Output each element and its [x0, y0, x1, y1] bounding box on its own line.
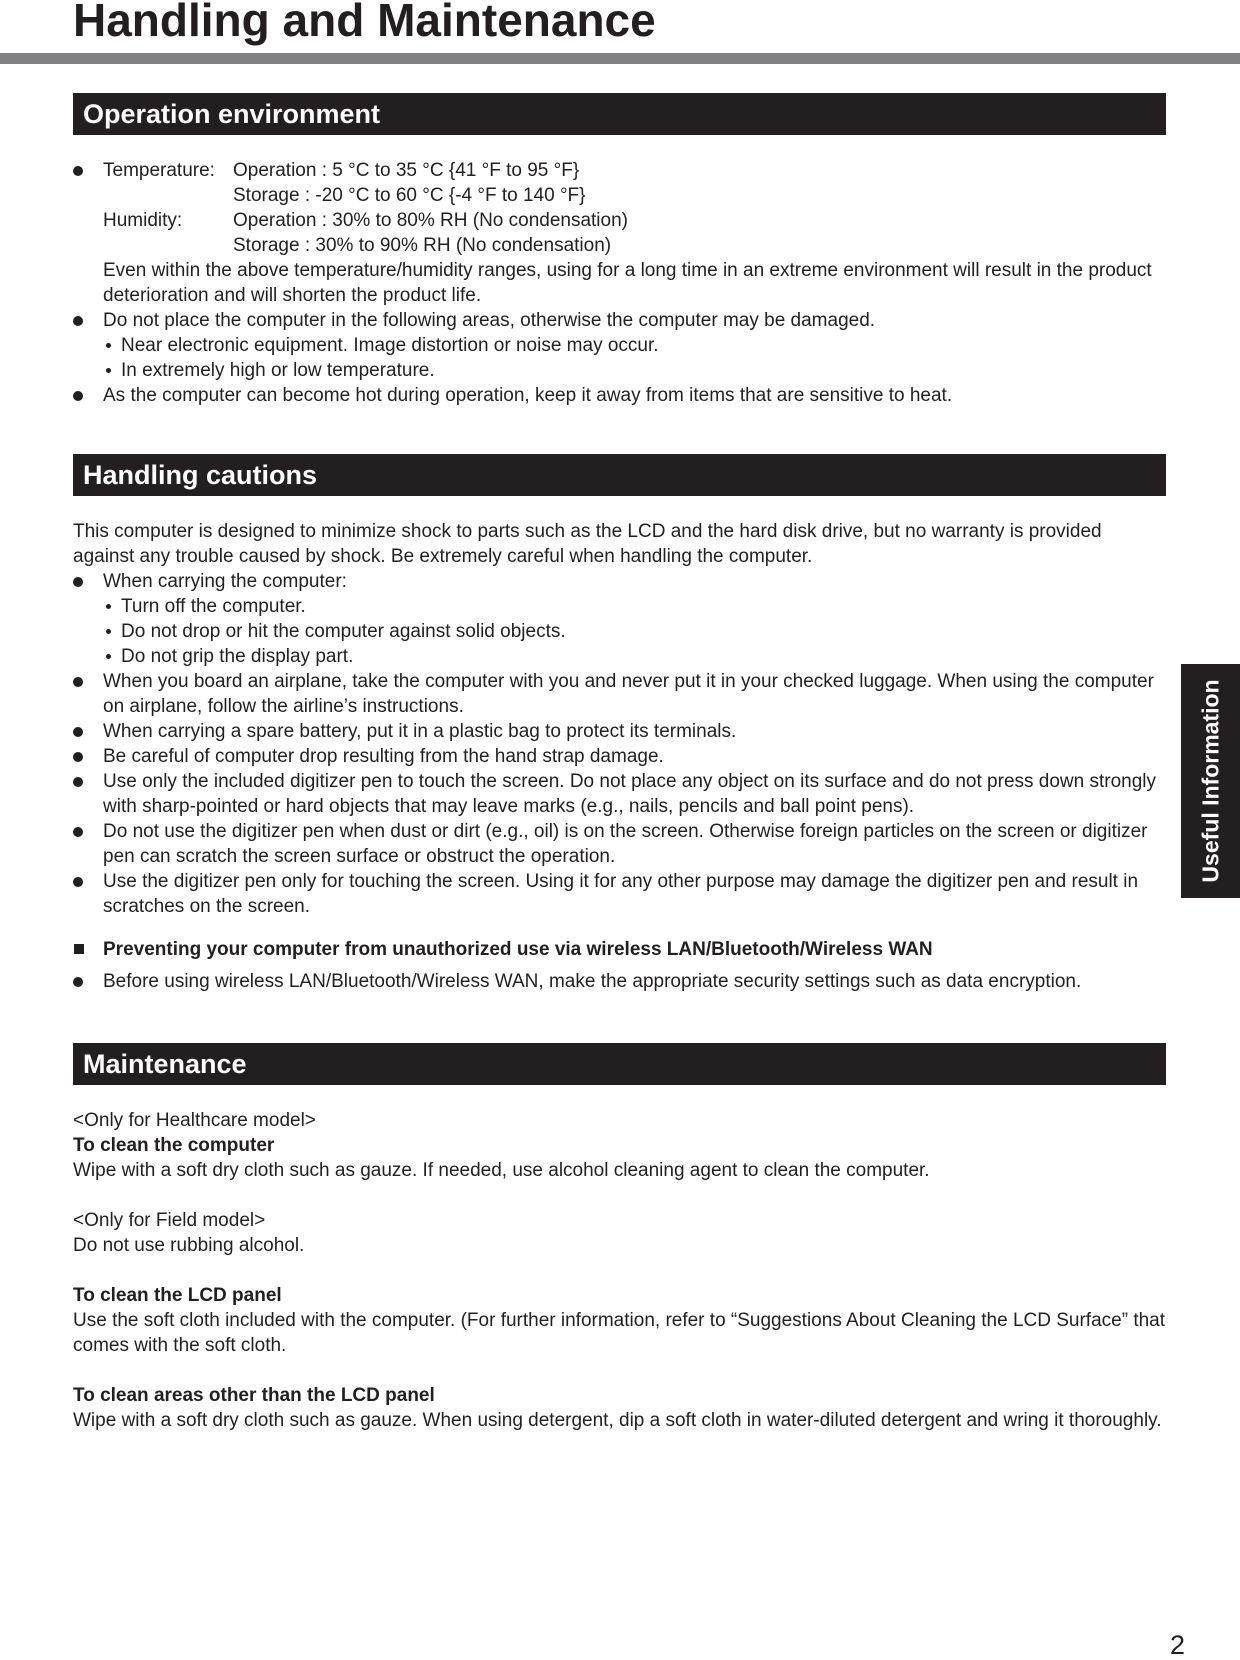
place-item: Near electronic equipment. Image distortion or noise may occur.: [73, 333, 1168, 358]
temperature-operation: Operation : 5 °C to 35 °C {41 °F to 95 °F}: [233, 160, 580, 181]
clean-other-text: Wipe with a soft dry cloth such as gauze. When using detergent, dip a soft cloth in water-diluted detergent and wring it thoroughly.: [73, 1410, 1162, 1431]
heat-warning: As the computer can become hot during operation, keep it away from items that are sensitive to heat.: [73, 383, 1168, 408]
caution-bullet: Be careful of computer drop resulting from the hand strap damage.: [73, 744, 1168, 769]
caution-bullet: When you board an airplane, take the computer with you and never put it in your checked luggage. When using the computer on airplane, follow the airline’s instructions.: [73, 669, 1168, 719]
operation-environment-content: [73, 158, 1168, 408]
side-tab: [1181, 664, 1240, 898]
section-heading-maintenance: Maintenance: [73, 1043, 1166, 1085]
clean-computer-text: Wipe with a soft dry cloth such as gauze. If needed, use alcohol cleaning agent to clean the computer.: [73, 1160, 930, 1181]
field-text: Do not use rubbing alcohol.: [73, 1235, 305, 1256]
clean-lcd-text: Use the soft cloth included with the computer. (For further information, refer to “Suggestions About Cleaning the LCD Surface” that comes with the soft cloth.: [73, 1310, 1166, 1356]
side-tab-label: Useful Information: [1197, 679, 1223, 883]
page-title: Handling and Maintenance: [73, 0, 656, 46]
wireless-bullet: Before using wireless LAN/Bluetooth/Wireless WAN, make the appropriate security settings such as data encryption.: [73, 969, 1168, 994]
carrying-item: Do not grip the display part.: [73, 644, 1168, 669]
wireless-heading: Preventing your computer from unauthorized use via wireless LAN/Bluetooth/Wireless WAN: [73, 937, 1168, 962]
place-item: In extremely high or low temperature.: [73, 358, 1168, 383]
clean-computer-title: To clean the computer: [73, 1135, 275, 1156]
maintenance-content: [73, 1108, 1168, 1433]
caution-bullet: Do not use the digitizer pen when dust or dirt (e.g., oil) is on the screen. Otherwise foreign particles on the screen or digitizer pen can scratch the screen surface or obstruct the operation.: [73, 819, 1168, 869]
caution-bullet: When carrying a spare battery, put it in a plastic bag to protect its terminals.: [73, 719, 1168, 744]
section-heading-operation-environment: Operation environment: [73, 93, 1166, 135]
temperature-storage: Storage : -20 °C to 60 °C {-4 °F to 140 °F}: [233, 185, 586, 206]
caution-bullet: Use only the included digitizer pen to touch the screen. Do not place any object on its surface and do not press down strongly with sharp-pointed or hard objects that may leave marks (e.g., nails, pencils and ball point pens).: [73, 769, 1168, 819]
clean-other-title: To clean areas other than the LCD panel: [73, 1385, 435, 1406]
page-number: 2: [1170, 1630, 1186, 1660]
handling-cautions-content: [73, 519, 1168, 994]
temperature-bullet: [73, 158, 1168, 308]
title-rule: [0, 53, 1240, 64]
field-note: <Only for Field model>: [73, 1210, 266, 1231]
caution-bullet: Use the digitizer pen only for touching the screen. Using it for any other purpose may damage the digitizer pen and result in scratches on the screen.: [73, 869, 1168, 919]
humidity-storage: Storage : 30% to 90% RH (No condensation): [233, 235, 612, 256]
humidity-label: Humidity:: [103, 210, 183, 231]
place-warning: Do not place the computer in the following areas, otherwise the computer may be damaged.: [73, 308, 1168, 333]
carrying-item: Turn off the computer.: [73, 594, 1168, 619]
temperature-label: Temperature:: [103, 160, 215, 181]
carrying-item: Do not drop or hit the computer against solid objects.: [73, 619, 1168, 644]
clean-lcd-title: To clean the LCD panel: [73, 1285, 282, 1306]
humidity-operation: Operation : 30% to 80% RH (No condensation): [233, 210, 628, 231]
carrying-bullet: When carrying the computer:: [73, 569, 1168, 594]
healthcare-note: <Only for Healthcare model>: [73, 1110, 316, 1131]
handling-intro: This computer is designed to minimize shock to parts such as the LCD and the hard disk drive, but no warranty is provided against any trouble caused by shock. Be extremely careful when handling the computer.: [73, 521, 1102, 567]
section-heading-handling-cautions: Handling cautions: [73, 454, 1166, 496]
environment-note: Even within the above temperature/humidity ranges, using for a long time in an extreme environment will result in the product deterioration and will shorten the product life.: [103, 260, 1152, 306]
